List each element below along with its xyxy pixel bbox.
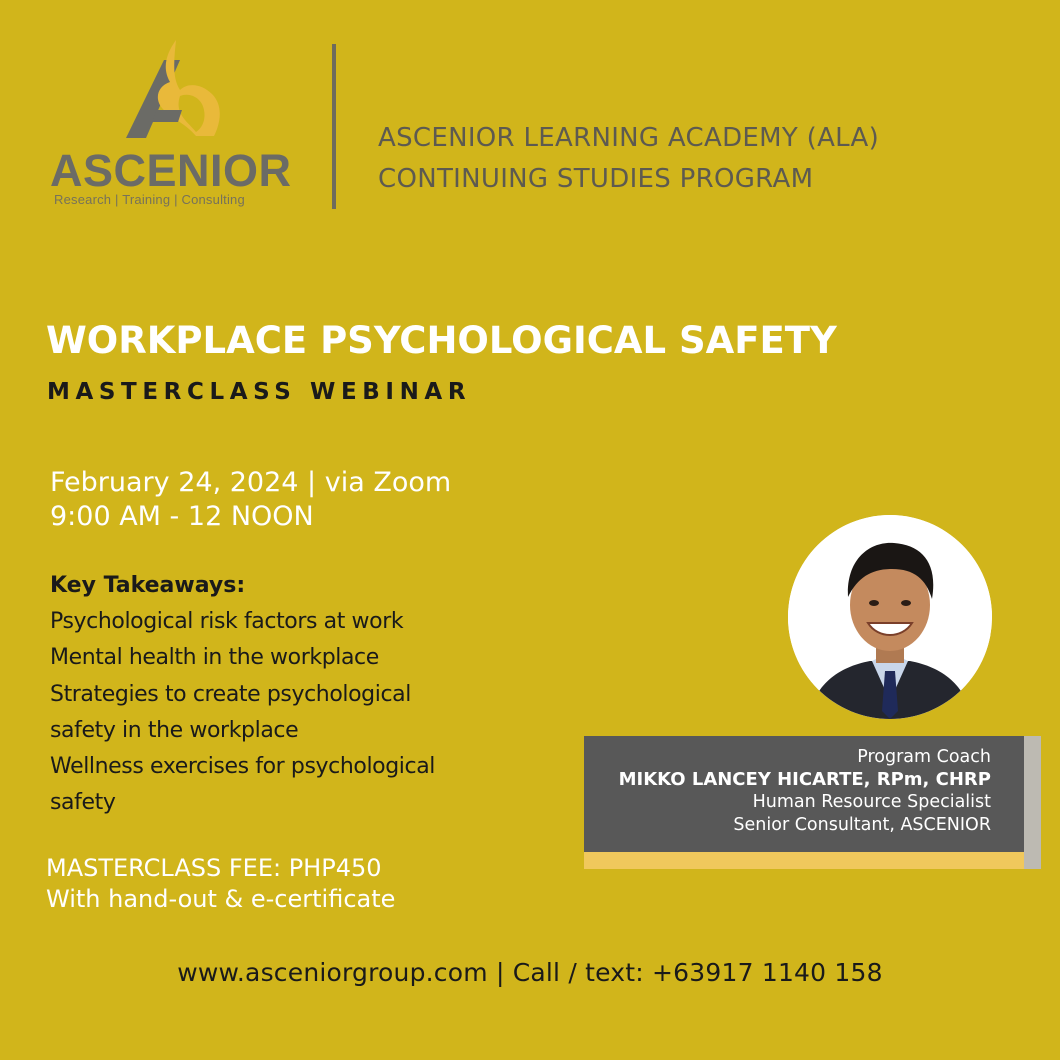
logo-wordmark: ASCENIOR [50, 145, 292, 196]
coach-card [584, 736, 1024, 852]
takeaway-line: safety in the workplace [50, 717, 299, 743]
event-time: 9:00 AM - 12 NOON [50, 501, 314, 532]
event-date: February 24, 2024 | via Zoom [50, 467, 452, 498]
coach-title-2: Senior Consultant, ASCENIOR [733, 814, 991, 835]
coach-card-shadow [1024, 736, 1041, 869]
academy-line-2: CONTINUING STUDIES PROGRAM [378, 164, 814, 194]
logo-tagline: Research | Training | Consulting [54, 192, 245, 207]
fee-inclusions: With hand-out & e-certificate [46, 885, 396, 913]
contact-footer: www.asceniorgroup.com | Call / text: +63917 1140 158 [177, 958, 883, 987]
academy-line-1: ASCENIOR LEARNING ACADEMY (ALA) [378, 123, 880, 153]
event-schedule [50, 466, 451, 534]
coach-name: MIKKO LANCEY HICARTE, RPm, CHRP [618, 768, 991, 790]
coach-photo [788, 515, 992, 719]
takeaway-line: Wellness exercises for psychological [50, 754, 435, 780]
fee-info [46, 853, 395, 915]
ascenior-logo-icon [118, 38, 228, 143]
academy-heading [378, 118, 879, 200]
coach-portrait-icon [788, 515, 992, 719]
takeaway-line: Psychological risk factors at work [50, 609, 404, 634]
coach-title-1: Human Resource Specialist [752, 792, 991, 812]
event-subtitle: MASTERCLASS WEBINAR [47, 379, 472, 405]
takeaway-line: Strategies to create psychological [50, 681, 411, 707]
fee-amount: MASTERCLASS FEE: PHP450 [46, 854, 382, 882]
takeaways-heading: Key Takeaways: [50, 573, 246, 598]
coach-role: Program Coach [857, 747, 991, 767]
takeaways-section [50, 568, 570, 822]
header-divider [332, 44, 336, 209]
takeaway-line: Mental health in the workplace [50, 645, 379, 671]
event-title: WORKPLACE PSYCHOLOGICAL SAFETY [46, 319, 837, 362]
takeaway-line: safety [50, 790, 116, 816]
coach-card-accent [584, 852, 1024, 869]
